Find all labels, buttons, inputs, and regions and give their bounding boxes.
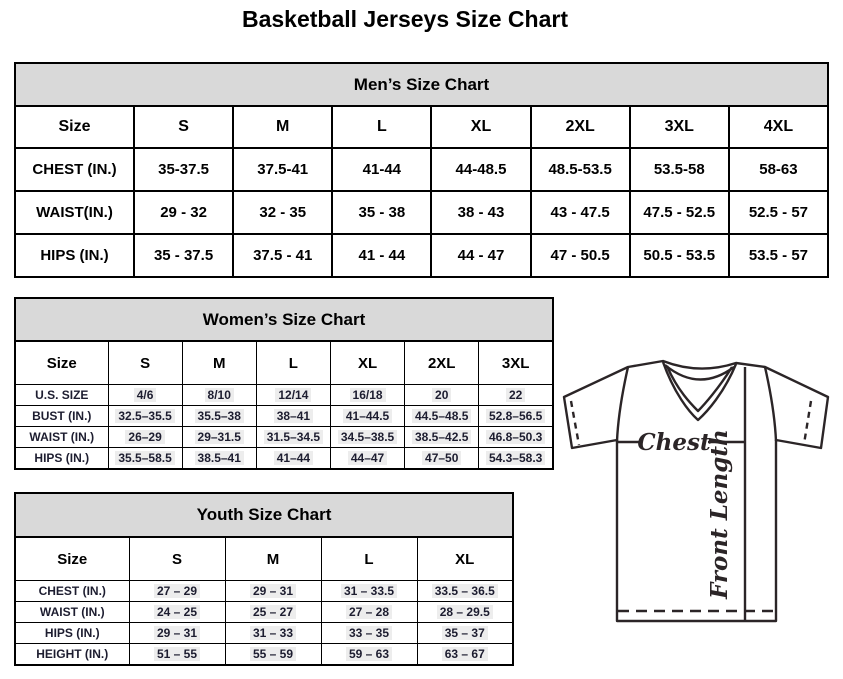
column-header: M: [182, 341, 256, 385]
table-cell: 37.5-41: [233, 148, 332, 191]
table-cell: 35 - 38: [332, 191, 431, 234]
table-cell: [256, 385, 330, 406]
table-row: [15, 406, 553, 427]
table-cell: [256, 406, 330, 427]
column-header: Size: [15, 537, 129, 581]
row-label: BUST (IN.): [15, 406, 108, 427]
column-header: L: [256, 341, 330, 385]
row-label: CHEST (IN.): [15, 148, 134, 191]
table-cell: [182, 448, 256, 470]
table-row: [15, 644, 513, 666]
mens-size-chart-table: [14, 62, 829, 278]
table-cell: [108, 406, 182, 427]
cell-value: 26–29: [125, 430, 164, 444]
table-cell: [405, 448, 479, 470]
table-cell: 44-48.5: [431, 148, 530, 191]
jersey-cuff-right: [804, 401, 811, 444]
row-label: WAIST (IN.): [15, 427, 108, 448]
column-header: 4XL: [729, 106, 828, 148]
table-row: [15, 106, 828, 148]
table-cell: 41 - 44: [332, 234, 431, 277]
womens-chart-title: Women’s Size Chart: [15, 298, 553, 341]
table-cell: [129, 602, 225, 623]
table-cell: 53.5-58: [630, 148, 729, 191]
table-cell: [405, 406, 479, 427]
cell-value: 38–41: [274, 409, 313, 423]
table-row: [15, 427, 553, 448]
table-cell: [417, 623, 513, 644]
table-section-header: [15, 298, 553, 341]
table-cell: [330, 427, 404, 448]
column-header: M: [233, 106, 332, 148]
table-cell: 52.5 - 57: [729, 191, 828, 234]
womens-size-chart-table: [14, 297, 554, 470]
page-title: Basketball Jerseys Size Chart: [241, 6, 568, 32]
cell-value: 38.5–42.5: [412, 430, 471, 444]
table-cell: [405, 385, 479, 406]
cell-value: 41–44.5: [343, 409, 392, 423]
jersey-cuff-left: [571, 401, 579, 445]
column-header: XL: [417, 537, 513, 581]
table-cell: 37.5 - 41: [233, 234, 332, 277]
cell-value: 34.5–38.5: [338, 430, 397, 444]
table-row: [15, 385, 553, 406]
table-cell: [417, 602, 513, 623]
table-cell: [182, 427, 256, 448]
row-label: CHEST (IN.): [15, 581, 129, 602]
table-cell: [321, 623, 417, 644]
youth-chart-title: Youth Size Chart: [15, 493, 513, 537]
table-cell: [321, 644, 417, 666]
cell-value: 59 – 63: [346, 647, 392, 661]
jersey-outline: [564, 361, 828, 621]
table-cell: [321, 581, 417, 602]
table-cell: [405, 427, 479, 448]
cell-value: 29–31.5: [195, 430, 244, 444]
cell-value: 8/10: [205, 388, 234, 402]
row-label: HIPS (IN.): [15, 448, 108, 470]
column-header: L: [332, 106, 431, 148]
table-cell: [182, 406, 256, 427]
mens-chart-title: Men’s Size Chart: [15, 63, 828, 106]
cell-value: 25 – 27: [250, 605, 296, 619]
row-label: HIPS (IN.): [15, 234, 134, 277]
column-header: S: [108, 341, 182, 385]
cell-value: 24 – 25: [154, 605, 200, 619]
table-cell: [330, 406, 404, 427]
table-cell: 47.5 - 52.5: [630, 191, 729, 234]
table-cell: [330, 448, 404, 470]
cell-value: 29 – 31: [154, 626, 200, 640]
cell-value: 51 – 55: [154, 647, 200, 661]
table-row: [15, 623, 513, 644]
table-cell: [129, 581, 225, 602]
jersey-seam-left: [617, 367, 628, 441]
cell-value: 46.8–50.3: [486, 430, 545, 444]
table-row: [15, 341, 553, 385]
table-cell: [225, 602, 321, 623]
table-cell: 32 - 35: [233, 191, 332, 234]
table-cell: 41-44: [332, 148, 431, 191]
table-section-header: [15, 493, 513, 537]
table-cell: 50.5 - 53.5: [630, 234, 729, 277]
cell-value: 35.5–38: [195, 409, 244, 423]
cell-value: 31 – 33.5: [341, 584, 397, 598]
column-header: M: [225, 537, 321, 581]
cell-value: 31 – 33: [250, 626, 296, 640]
table-row: [15, 191, 828, 234]
table-cell: [417, 644, 513, 666]
table-cell: 43 - 47.5: [531, 191, 630, 234]
table-cell: [225, 581, 321, 602]
table-cell: [225, 623, 321, 644]
table-cell: [182, 385, 256, 406]
cell-value: 55 – 59: [250, 647, 296, 661]
table-cell: [479, 406, 553, 427]
cell-value: 28 – 29.5: [437, 605, 493, 619]
column-header: 2XL: [531, 106, 630, 148]
column-header: 3XL: [479, 341, 553, 385]
column-header: XL: [330, 341, 404, 385]
cell-value: 20: [432, 388, 451, 402]
table-cell: [479, 448, 553, 470]
table-cell: [225, 644, 321, 666]
table-section-header: [15, 63, 828, 106]
table-cell: 58-63: [729, 148, 828, 191]
cell-value: 33 – 35: [346, 626, 392, 640]
table-cell: 53.5 - 57: [729, 234, 828, 277]
table-cell: [129, 644, 225, 666]
row-label: HIPS (IN.): [15, 623, 129, 644]
row-label: WAIST(IN.): [15, 191, 134, 234]
cell-value: 33.5 – 36.5: [432, 584, 498, 598]
table-cell: 38 - 43: [431, 191, 530, 234]
table-cell: [256, 448, 330, 470]
table-cell: [108, 427, 182, 448]
table-cell: [321, 602, 417, 623]
front-length-label: Front Length: [706, 429, 733, 599]
cell-value: 31.5–34.5: [264, 430, 323, 444]
table-cell: [330, 385, 404, 406]
table-cell: 35 - 37.5: [134, 234, 233, 277]
column-header: S: [134, 106, 233, 148]
row-label: HEIGHT (IN.): [15, 644, 129, 666]
cell-value: 27 – 29: [154, 584, 200, 598]
table-cell: [417, 581, 513, 602]
cell-value: 52.8–56.5: [486, 409, 545, 423]
table-cell: [129, 623, 225, 644]
table-row: [15, 537, 513, 581]
jersey-seam-right: [765, 367, 776, 441]
youth-size-chart-table: [14, 492, 514, 666]
row-label: WAIST (IN.): [15, 602, 129, 623]
cell-value: 12/14: [275, 388, 311, 402]
jersey-diagram: [555, 353, 843, 643]
table-cell: [108, 448, 182, 470]
table-cell: [256, 427, 330, 448]
column-header: L: [321, 537, 417, 581]
table-row: [15, 602, 513, 623]
table-cell: 48.5-53.5: [531, 148, 630, 191]
column-header: S: [129, 537, 225, 581]
row-label: U.S. SIZE: [15, 385, 108, 406]
cell-value: 29 – 31: [250, 584, 296, 598]
column-header: Size: [15, 341, 108, 385]
column-header: Size: [15, 106, 134, 148]
table-row: [15, 234, 828, 277]
cell-value: 35 – 37: [442, 626, 488, 640]
table-cell: 47 - 50.5: [531, 234, 630, 277]
cell-value: 35.5–58.5: [115, 451, 174, 465]
column-header: 2XL: [405, 341, 479, 385]
table-cell: [479, 427, 553, 448]
table-cell: [108, 385, 182, 406]
cell-value: 63 – 67: [442, 647, 488, 661]
table-row: [15, 581, 513, 602]
cell-value: 44.5–48.5: [412, 409, 471, 423]
cell-value: 22: [506, 388, 525, 402]
column-header: 3XL: [630, 106, 729, 148]
cell-value: 38.5–41: [195, 451, 244, 465]
cell-value: 27 – 28: [346, 605, 392, 619]
table-row: [15, 448, 553, 470]
cell-value: 44–47: [348, 451, 387, 465]
cell-value: 41–44: [274, 451, 313, 465]
table-cell: [479, 385, 553, 406]
table-cell: 44 - 47: [431, 234, 530, 277]
table-cell: 29 - 32: [134, 191, 233, 234]
table-row: [15, 148, 828, 191]
chest-label: Chest: [637, 429, 711, 456]
column-header: XL: [431, 106, 530, 148]
cell-value: 47–50: [422, 451, 461, 465]
cell-value: 16/18: [350, 388, 386, 402]
table-cell: 35-37.5: [134, 148, 233, 191]
cell-value: 54.3–58.3: [486, 451, 545, 465]
cell-value: 32.5–35.5: [115, 409, 174, 423]
cell-value: 4/6: [134, 388, 157, 402]
